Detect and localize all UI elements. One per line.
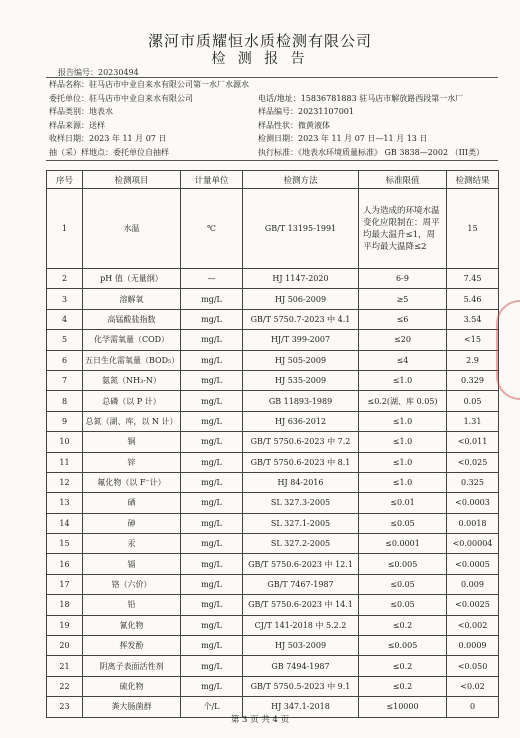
cell-no: 16 — [47, 554, 83, 574]
cell-result: 5.46 — [447, 289, 499, 309]
cell-result: 2.9 — [447, 350, 499, 370]
cell-method: GB 11893-1989 — [243, 391, 359, 411]
cell-limit: ≤0.01 — [359, 493, 447, 513]
cell-method: HJ 506-2009 — [243, 289, 359, 309]
info-row — [46, 132, 498, 146]
cell-limit: ≤0.0001 — [359, 534, 447, 554]
cell-unit: mg/L — [181, 615, 243, 635]
info-row — [46, 105, 498, 119]
cell-result: 0.0018 — [447, 513, 499, 533]
table-row — [47, 554, 499, 574]
table-row — [47, 493, 499, 513]
results-table — [46, 170, 499, 718]
cell-limit: ≤0.005 — [359, 636, 447, 656]
cell-limit: 6-9 — [359, 269, 447, 289]
cell-item: pH 值（无量纲） — [83, 269, 181, 289]
table-row — [47, 452, 499, 472]
cell-no: 8 — [47, 391, 83, 411]
cell-item: 挥发酚 — [83, 636, 181, 656]
cell-result: 0.05 — [447, 391, 499, 411]
cell-no: 17 — [47, 574, 83, 594]
cell-limit: ≤4 — [359, 350, 447, 370]
cell-no: 1 — [47, 189, 83, 269]
cell-no: 10 — [47, 432, 83, 452]
cell-method: HJ 505-2009 — [243, 350, 359, 370]
cell-item: 铅 — [83, 595, 181, 615]
cell-limit: ≤0.2(湖、库 0.05) — [359, 391, 447, 411]
cell-limit: ≤0.2 — [359, 615, 447, 635]
cell-unit: mg/L — [181, 309, 243, 329]
info-right: 电话/地址：15836781883 驻马店市解放路西段第一水厂 — [258, 93, 464, 103]
cell-no: 9 — [47, 411, 83, 431]
cell-method: GB/T 5750.6-2023 中 7.2 — [243, 432, 359, 452]
cell-method: SL 327.3-2005 — [243, 493, 359, 513]
cell-limit: ≤0.05 — [359, 595, 447, 615]
cell-method: CJ/T 141-2018 中 5.2.2 — [243, 615, 359, 635]
cell-unit: ℃ — [181, 189, 243, 269]
cell-result: <0.011 — [447, 432, 499, 452]
report-number: 报告编号：20230494 — [58, 68, 139, 77]
cell-no: 23 — [47, 697, 83, 717]
cell-item: 水温 — [83, 189, 181, 269]
info-left: 收样日期：2023 年 11 月 07 日 — [49, 134, 167, 144]
cell-item: 高锰酸盐指数 — [83, 309, 181, 329]
cell-unit: mg/L — [181, 493, 243, 513]
cell-no: 4 — [47, 309, 83, 329]
header-no: 序号 — [47, 171, 83, 189]
cell-no: 14 — [47, 513, 83, 533]
info-row — [46, 78, 498, 92]
header-method: 检测方法 — [243, 171, 359, 189]
cell-no: 20 — [47, 636, 83, 656]
cell-limit: ≤20 — [359, 330, 447, 350]
cell-limit: ≤10000 — [359, 697, 447, 717]
sample-info-block — [46, 77, 498, 161]
cell-unit: mg/L — [181, 595, 243, 615]
cell-method: HJ/T 399-2007 — [243, 330, 359, 350]
table-row — [47, 309, 499, 329]
info-right — [258, 78, 498, 92]
cell-item: 总磷（以 P 计） — [83, 391, 181, 411]
table-row — [47, 513, 499, 533]
cell-item: 砷 — [83, 513, 181, 533]
cell-item: 阴离子表面活性剂 — [83, 656, 181, 676]
cell-result: 1.31 — [447, 411, 499, 431]
header-unit: 计量单位 — [181, 171, 243, 189]
cell-method: GB/T 5750.6-2023 中 8.1 — [243, 452, 359, 472]
cell-limit: ≤1.0 — [359, 370, 447, 390]
cell-method: GB/T 7467-1987 — [243, 574, 359, 594]
cell-method: GB/T 5750.5-2023 中 9.1 — [243, 676, 359, 696]
table-row — [47, 534, 499, 554]
cell-method: GB/T 5750.7-2023 中 4.1 — [243, 309, 359, 329]
cell-result: 7.45 — [447, 269, 499, 289]
cell-item: 溶解氧 — [83, 289, 181, 309]
cell-item: 氨氮（NH₃-N） — [83, 370, 181, 390]
table-row — [47, 391, 499, 411]
table-row — [47, 370, 499, 390]
info-right: 样品性状：微黄液体 — [258, 120, 330, 130]
cell-item: 化学需氧量（COD） — [83, 330, 181, 350]
cell-no: 22 — [47, 676, 83, 696]
cell-result: 0.009 — [447, 574, 499, 594]
cell-item: 镉 — [83, 554, 181, 574]
cell-unit: mg/L — [181, 636, 243, 656]
cell-result: <0.0005 — [447, 554, 499, 574]
cell-unit: mg/L — [181, 370, 243, 390]
report-subtitle: 检 测 报 告 — [211, 51, 309, 67]
cell-item: 铜 — [83, 432, 181, 452]
info-row — [46, 119, 498, 133]
table-row — [47, 189, 499, 269]
cell-item: 总氮（湖、库，以 N 计） — [83, 411, 181, 431]
cell-unit: mg/L — [181, 452, 243, 472]
cell-result: <0.025 — [447, 452, 499, 472]
cell-item: 氟化物（以 F⁻计） — [83, 472, 181, 492]
cell-method: SL 327.2-2005 — [243, 534, 359, 554]
cell-no: 21 — [47, 656, 83, 676]
cell-limit: ≤1.0 — [359, 472, 447, 492]
cell-item: 铬（六价） — [83, 574, 181, 594]
cell-unit: mg/L — [181, 513, 243, 533]
cell-item: 氰化物 — [83, 615, 181, 635]
table-row — [47, 472, 499, 492]
cell-no: 5 — [47, 330, 83, 350]
info-left: 样品来源：送样 — [49, 120, 105, 130]
table-row — [47, 432, 499, 452]
cell-item: 硒 — [83, 493, 181, 513]
cell-result: <0.002 — [447, 615, 499, 635]
cell-unit: mg/L — [181, 554, 243, 574]
cell-unit: mg/L — [181, 350, 243, 370]
cell-result: 0 — [447, 697, 499, 717]
cell-limit: ≥5 — [359, 289, 447, 309]
cell-unit: mg/L — [181, 432, 243, 452]
info-left: 样品类别：地表水 — [49, 107, 113, 117]
cell-no: 7 — [47, 370, 83, 390]
table-row — [47, 595, 499, 615]
cell-unit: mg/L — [181, 391, 243, 411]
cell-method: HJ 636-2012 — [243, 411, 359, 431]
table-row — [47, 615, 499, 635]
header-result: 检测结果 — [447, 171, 499, 189]
company-title: 漯河市质耀恒水质检测有限公司 — [147, 32, 372, 50]
cell-limit: ≤0.05 — [359, 574, 447, 594]
cell-method: GB 7494-1987 — [243, 656, 359, 676]
table-row — [47, 656, 499, 676]
cell-no: 6 — [47, 350, 83, 370]
table-row — [47, 350, 499, 370]
cell-result: 15 — [447, 189, 499, 269]
cell-item: 五日生化需氧量（BOD₅） — [83, 350, 181, 370]
info-row — [46, 146, 498, 160]
info-row — [46, 92, 498, 106]
cell-limit: ≤0.005 — [359, 554, 447, 574]
table-row — [47, 636, 499, 656]
cell-limit: ≤1.0 — [359, 432, 447, 452]
cell-method: HJ 1147-2020 — [243, 269, 359, 289]
info-left: 委托单位：驻马店市中业自来水有限公司 — [49, 93, 193, 103]
cell-limit: ≤1.0 — [359, 452, 447, 472]
table-row — [47, 411, 499, 431]
cell-limit: ≤0.2 — [359, 656, 447, 676]
cell-method: GB/T 5750.6-2023 中 12.1 — [243, 554, 359, 574]
cell-unit: mg/L — [181, 411, 243, 431]
cell-limit: 人为造成的环境水温变化应限制在：周平均最大温升≤1，周平均最大温降≤2 — [359, 189, 447, 269]
cell-no: 2 — [47, 269, 83, 289]
table-row — [47, 289, 499, 309]
cell-no: 15 — [47, 534, 83, 554]
cell-unit: mg/L — [181, 534, 243, 554]
cell-no: 19 — [47, 615, 83, 635]
cell-result: <0.00004 — [447, 534, 499, 554]
page-number: 第 3 页 共 4 页 — [230, 715, 290, 725]
info-right: 检测日期：2023 年 11 月 07 日—11 月 13 日 — [258, 134, 428, 144]
cell-unit: 个/L — [181, 697, 243, 717]
cell-limit: ≤6 — [359, 309, 447, 329]
cell-no: 11 — [47, 452, 83, 472]
cell-unit: — — [181, 269, 243, 289]
table-row — [47, 330, 499, 350]
cell-item: 锌 — [83, 452, 181, 472]
cell-limit: ≤0.05 — [359, 513, 447, 533]
cell-method: GB/T 13195-1991 — [243, 189, 359, 269]
cell-unit: mg/L — [181, 676, 243, 696]
info-right: 执行标准：《地表水环境质量标准》 GB 3838—2002 （III类） — [258, 147, 485, 157]
cell-result: <0.0003 — [447, 493, 499, 513]
cell-no: 13 — [47, 493, 83, 513]
table-header-row — [47, 171, 499, 189]
cell-no: 18 — [47, 595, 83, 615]
table-row — [47, 676, 499, 696]
info-left: 样品名称：驻马店市中业自来水有限公司第一水厂水源水 — [49, 80, 249, 89]
cell-method: HJ 84-2016 — [243, 472, 359, 492]
cell-result: 3.54 — [447, 309, 499, 329]
cell-item: 汞 — [83, 534, 181, 554]
header-limit: 标准限值 — [359, 171, 447, 189]
cell-result: <0.02 — [447, 676, 499, 696]
cell-no: 12 — [47, 472, 83, 492]
cell-limit: ≤0.2 — [359, 676, 447, 696]
cell-item: 粪大肠菌群 — [83, 697, 181, 717]
cell-method: HJ 535-2009 — [243, 370, 359, 390]
header-item: 检测项目 — [83, 171, 181, 189]
info-right: 样品编号：20231107001 — [258, 107, 354, 117]
cell-method: HJ 347.1-2018 — [243, 697, 359, 717]
cell-unit: mg/L — [181, 472, 243, 492]
info-left: 抽（采）样地点：委托单位自抽样 — [49, 147, 169, 157]
cell-unit: mg/L — [181, 656, 243, 676]
cell-method: HJ 503-2009 — [243, 636, 359, 656]
cell-unit: mg/L — [181, 289, 243, 309]
cell-unit: mg/L — [181, 574, 243, 594]
red-seal-stamp — [496, 300, 520, 400]
cell-result: 0.325 — [447, 472, 499, 492]
cell-item: 硫化物 — [83, 676, 181, 696]
cell-method: GB/T 5750.6-2023 中 14.1 — [243, 595, 359, 615]
cell-result: 0.0009 — [447, 636, 499, 656]
cell-result: 0.329 — [447, 370, 499, 390]
table-row — [47, 269, 499, 289]
cell-no: 3 — [47, 289, 83, 309]
cell-unit: mg/L — [181, 330, 243, 350]
cell-result: <0.0025 — [447, 595, 499, 615]
cell-result: <0.050 — [447, 656, 499, 676]
cell-limit: ≤1.0 — [359, 411, 447, 431]
cell-method: SL 327.1-2005 — [243, 513, 359, 533]
table-row — [47, 574, 499, 594]
cell-result: <15 — [447, 330, 499, 350]
